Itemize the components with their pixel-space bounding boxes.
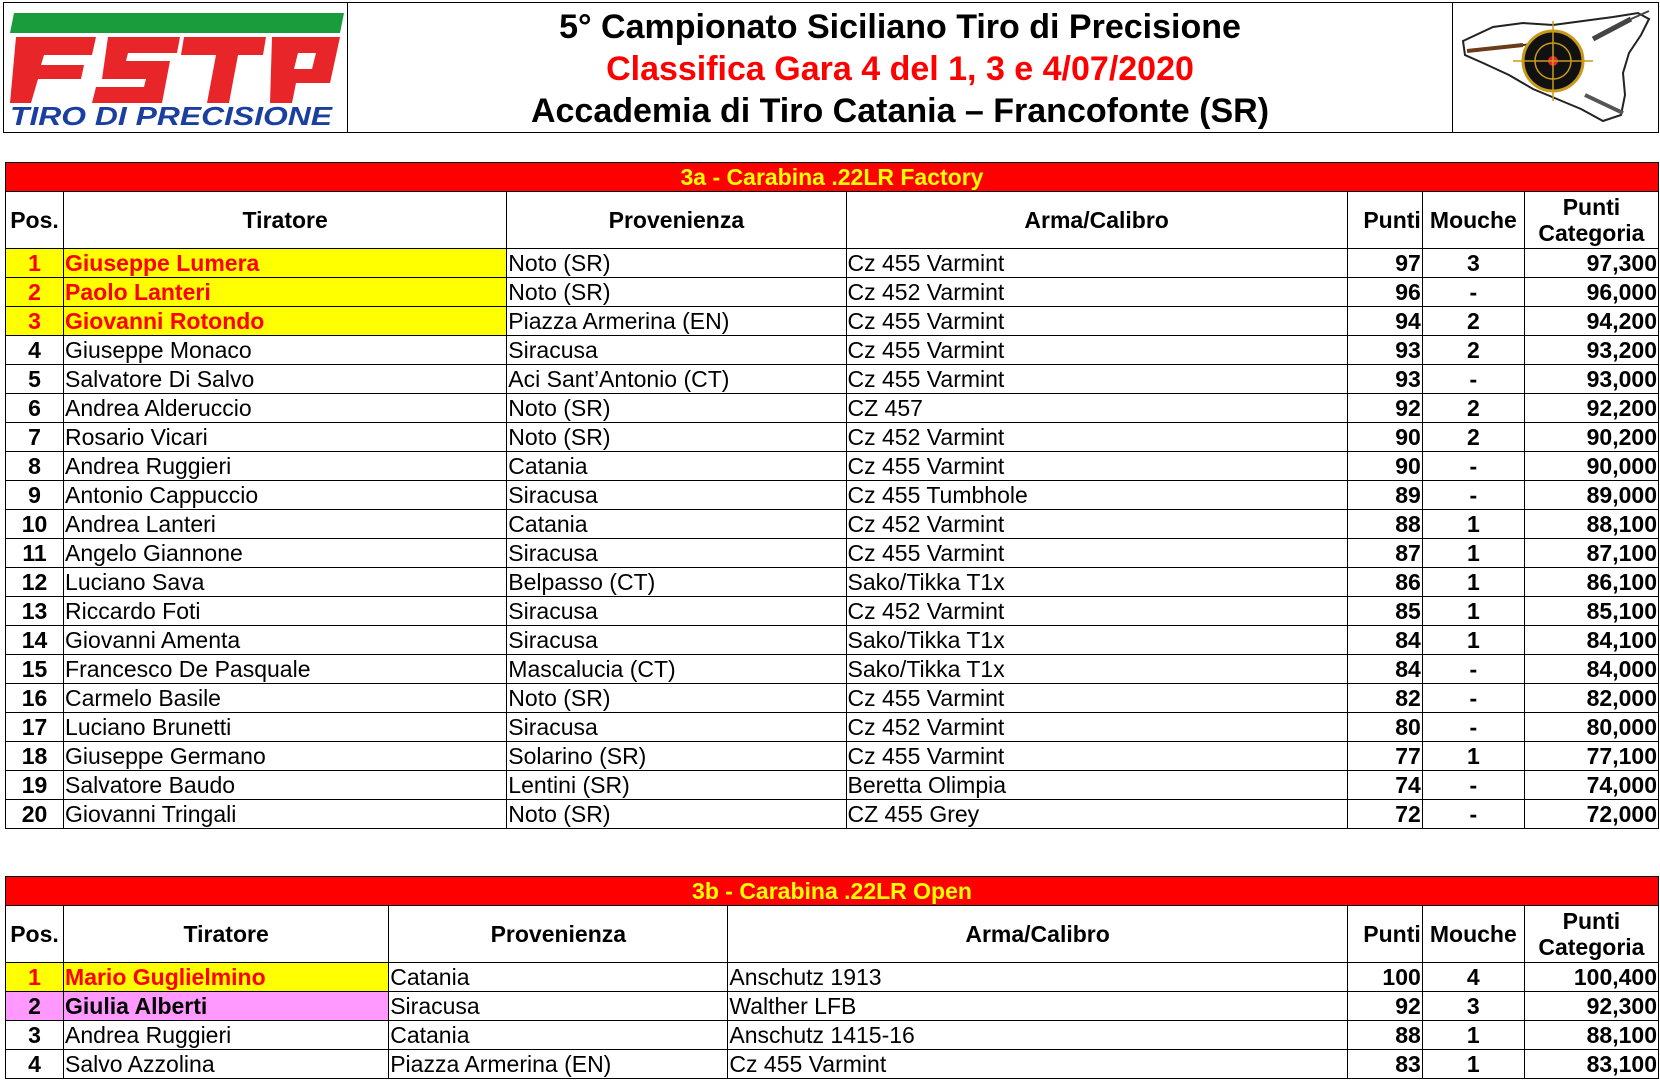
header-arma: Arma/Calibro: [728, 906, 1347, 963]
cell-arma: Anschutz 1415-16: [728, 1021, 1347, 1050]
table-row: [6, 249, 1659, 278]
cell-provenienza: Solarino (SR): [507, 742, 846, 771]
cell-punti: 92: [1347, 394, 1422, 423]
table-row: [6, 539, 1659, 568]
table-row: [6, 771, 1659, 800]
cell-pos: 13: [6, 597, 64, 626]
cell-punti: 85: [1347, 597, 1422, 626]
cell-punti-categoria: 88,100: [1524, 1021, 1658, 1050]
table-row: [6, 481, 1659, 510]
cell-mouche: 1: [1422, 1050, 1524, 1079]
cell-pos: 1: [6, 963, 64, 992]
header-pos: Pos.: [6, 906, 64, 963]
cell-tiratore: Giovanni Amenta: [64, 626, 507, 655]
table-header-row: [6, 906, 1659, 963]
table-row: [6, 307, 1659, 336]
championship-title: 5° Campionato Siciliano Tiro di Precisione: [559, 8, 1241, 46]
header-mouche: Mouche: [1422, 192, 1524, 249]
sicily-map-logo: [1452, 3, 1658, 132]
ranking-table-3b: [5, 876, 1659, 1079]
cell-mouche: 2: [1422, 394, 1524, 423]
category-title: 3b - Carabina .22LR Open: [6, 877, 1659, 906]
cell-arma: Walther LFB: [728, 992, 1347, 1021]
cell-punti: 93: [1347, 336, 1422, 365]
cell-arma: Cz 455 Varmint: [728, 1050, 1347, 1079]
cell-provenienza: Siracusa: [507, 481, 846, 510]
cell-provenienza: Lentini (SR): [507, 771, 846, 800]
cell-tiratore: Angelo Giannone: [64, 539, 507, 568]
cell-pos: 5: [6, 365, 64, 394]
table-body: [6, 249, 1659, 829]
cell-mouche: -: [1422, 365, 1524, 394]
table-row: [6, 1050, 1659, 1079]
cell-punti: 97: [1347, 249, 1422, 278]
cell-arma: Cz 455 Varmint: [846, 249, 1347, 278]
logo-bottom-text: TIRO DI PRECISIONE: [10, 101, 333, 131]
table-row: [6, 713, 1659, 742]
cell-pos: 1: [6, 249, 64, 278]
cell-arma: Sako/Tikka T1x: [846, 568, 1347, 597]
cell-provenienza: Siracusa: [507, 713, 846, 742]
table-row: [6, 336, 1659, 365]
cell-provenienza: Siracusa: [507, 597, 846, 626]
cell-pos: 10: [6, 510, 64, 539]
cell-pos: 7: [6, 423, 64, 452]
cell-mouche: 3: [1422, 992, 1524, 1021]
cell-punti: 86: [1347, 568, 1422, 597]
table-row: [6, 655, 1659, 684]
cell-mouche: -: [1422, 481, 1524, 510]
cell-tiratore: Andrea Ruggieri: [64, 452, 507, 481]
cell-arma: Cz 452 Varmint: [846, 713, 1347, 742]
cell-punti-categoria: 72,000: [1524, 800, 1658, 829]
cell-punti-categoria: 82,000: [1524, 684, 1658, 713]
cell-punti: 90: [1347, 423, 1422, 452]
ranking-subtitle: Classifica Gara 4 del 1, 3 e 4/07/2020: [606, 50, 1194, 88]
cell-arma: Cz 455 Varmint: [846, 365, 1347, 394]
rifle-icon: [1585, 95, 1623, 113]
table-body: [6, 963, 1659, 1079]
cell-provenienza: Catania: [507, 452, 846, 481]
cell-provenienza: Catania: [507, 510, 846, 539]
cell-pos: 6: [6, 394, 64, 423]
cell-tiratore: Andrea Ruggieri: [64, 1021, 389, 1050]
header-tiratore: Tiratore: [64, 192, 507, 249]
table-row: [6, 1021, 1659, 1050]
cell-punti: 88: [1347, 510, 1422, 539]
header-provenienza: Provenienza: [507, 192, 846, 249]
cell-provenienza: Catania: [389, 963, 728, 992]
cell-provenienza: Piazza Armerina (EN): [389, 1050, 728, 1079]
table-row: [6, 684, 1659, 713]
cell-pos: 8: [6, 452, 64, 481]
cell-arma: Sako/Tikka T1x: [846, 655, 1347, 684]
cell-provenienza: Mascalucia (CT): [507, 655, 846, 684]
cell-punti-categoria: 94,200: [1524, 307, 1658, 336]
cell-punti-categoria: 80,000: [1524, 713, 1658, 742]
cell-tiratore: Giuseppe Germano: [64, 742, 507, 771]
cell-pos: 4: [6, 1050, 64, 1079]
cell-arma: CZ 455 Grey: [846, 800, 1347, 829]
cell-tiratore: Rosario Vicari: [64, 423, 507, 452]
cell-provenienza: Belpasso (CT): [507, 568, 846, 597]
cell-pos: 14: [6, 626, 64, 655]
cell-punti: 84: [1347, 626, 1422, 655]
cell-punti-categoria: 100,400: [1524, 963, 1658, 992]
cell-provenienza: Noto (SR): [507, 249, 846, 278]
cell-provenienza: Noto (SR): [507, 423, 846, 452]
table-row: [6, 800, 1659, 829]
cell-pos: 11: [6, 539, 64, 568]
cell-punti-categoria: 93,200: [1524, 336, 1658, 365]
cell-tiratore: Andrea Alderuccio: [64, 394, 507, 423]
cell-tiratore: Riccardo Foti: [64, 597, 507, 626]
cell-punti-categoria: 87,100: [1524, 539, 1658, 568]
cell-tiratore: Giuseppe Monaco: [64, 336, 507, 365]
category-title: 3a - Carabina .22LR Factory: [6, 163, 1659, 192]
cell-pos: 4: [6, 336, 64, 365]
cell-punti: 89: [1347, 481, 1422, 510]
cell-pos: 12: [6, 568, 64, 597]
cell-provenienza: Piazza Armerina (EN): [507, 307, 846, 336]
cell-punti: 93: [1347, 365, 1422, 394]
cell-arma: Cz 452 Varmint: [846, 423, 1347, 452]
cell-arma: Cz 455 Tumbhole: [846, 481, 1347, 510]
cell-pos: 3: [6, 307, 64, 336]
cell-arma: Cz 452 Varmint: [846, 597, 1347, 626]
cell-mouche: 2: [1422, 336, 1524, 365]
cell-pos: 3: [6, 1021, 64, 1050]
cell-pos: 16: [6, 684, 64, 713]
cell-punti-categoria: 85,100: [1524, 597, 1658, 626]
cell-punti-categoria: 84,100: [1524, 626, 1658, 655]
table-row: [6, 423, 1659, 452]
cell-provenienza: Noto (SR): [507, 394, 846, 423]
page-header: [3, 2, 1659, 133]
cell-punti-categoria: 96,000: [1524, 278, 1658, 307]
cell-mouche: 1: [1422, 1021, 1524, 1050]
cell-tiratore: Antonio Cappuccio: [64, 481, 507, 510]
cell-provenienza: Siracusa: [507, 539, 846, 568]
table-row: [6, 963, 1659, 992]
cell-punti: 77: [1347, 742, 1422, 771]
cell-mouche: -: [1422, 800, 1524, 829]
cell-mouche: 1: [1422, 626, 1524, 655]
ranking-table-3a: [5, 162, 1659, 829]
header-punti-categoria: Punti Categoria: [1524, 192, 1658, 249]
cell-mouche: 1: [1422, 539, 1524, 568]
cell-punti: 83: [1347, 1050, 1422, 1079]
cell-arma: Cz 455 Varmint: [846, 336, 1347, 365]
cell-arma: Cz 455 Varmint: [846, 684, 1347, 713]
cell-tiratore: Andrea Lanteri: [64, 510, 507, 539]
cell-pos: 17: [6, 713, 64, 742]
table-row: [6, 394, 1659, 423]
cell-punti: 96: [1347, 278, 1422, 307]
cell-punti-categoria: 93,000: [1524, 365, 1658, 394]
header-arma: Arma/Calibro: [846, 192, 1347, 249]
cell-punti: 82: [1347, 684, 1422, 713]
cell-pos: 15: [6, 655, 64, 684]
cell-tiratore: Salvatore Di Salvo: [64, 365, 507, 394]
cell-punti: 74: [1347, 771, 1422, 800]
cell-punti-categoria: 77,100: [1524, 742, 1658, 771]
cell-punti-categoria: 83,100: [1524, 1050, 1658, 1079]
table-row: [6, 597, 1659, 626]
table-row: [6, 992, 1659, 1021]
cell-arma: Beretta Olimpia: [846, 771, 1347, 800]
sicily-map-icon: [1453, 3, 1658, 132]
cell-provenienza: Noto (SR): [507, 800, 846, 829]
cell-mouche: -: [1422, 684, 1524, 713]
cell-arma: Anschutz 1913: [728, 963, 1347, 992]
cell-tiratore: Carmelo Basile: [64, 684, 507, 713]
table-row: [6, 626, 1659, 655]
cell-punti-categoria: 90,200: [1524, 423, 1658, 452]
cell-arma: CZ 457: [846, 394, 1347, 423]
cell-tiratore: Luciano Sava: [64, 568, 507, 597]
title-block: [348, 3, 1452, 132]
table-row: [6, 365, 1659, 394]
cell-pos: 20: [6, 800, 64, 829]
table-row: [6, 568, 1659, 597]
cell-pos: 2: [6, 278, 64, 307]
cell-pos: 2: [6, 992, 64, 1021]
cell-punti: 84: [1347, 655, 1422, 684]
cell-punti: 80: [1347, 713, 1422, 742]
cell-tiratore: Salvatore Baudo: [64, 771, 507, 800]
header-pos: Pos.: [6, 192, 64, 249]
cell-punti-categoria: 92,300: [1524, 992, 1658, 1021]
cell-arma: Cz 455 Varmint: [846, 742, 1347, 771]
cell-punti: 94: [1347, 307, 1422, 336]
cell-punti: 88: [1347, 1021, 1422, 1050]
cell-provenienza: Noto (SR): [507, 684, 846, 713]
header-punti-categoria: Punti Categoria: [1524, 906, 1658, 963]
cell-punti-categoria: 92,200: [1524, 394, 1658, 423]
cell-punti-categoria: 97,300: [1524, 249, 1658, 278]
cell-mouche: 1: [1422, 742, 1524, 771]
cell-punti: 90: [1347, 452, 1422, 481]
cell-pos: 19: [6, 771, 64, 800]
cell-mouche: -: [1422, 655, 1524, 684]
cell-punti-categoria: 88,100: [1524, 510, 1658, 539]
cell-punti-categoria: 90,000: [1524, 452, 1658, 481]
cell-pos: 18: [6, 742, 64, 771]
cell-arma: Cz 452 Varmint: [846, 510, 1347, 539]
header-punti: Punti: [1347, 192, 1422, 249]
cell-tiratore: Mario Guglielmino: [64, 963, 389, 992]
cell-tiratore: Salvo Azzolina: [64, 1050, 389, 1079]
fstp-logo: [4, 3, 348, 132]
cell-tiratore: Giulia Alberti: [64, 992, 389, 1021]
cell-provenienza: Aci Sant’Antonio (CT): [507, 365, 846, 394]
cell-provenienza: Siracusa: [507, 336, 846, 365]
table-header-row: [6, 192, 1659, 249]
cell-mouche: -: [1422, 452, 1524, 481]
cell-arma: Cz 452 Varmint: [846, 278, 1347, 307]
table-row: [6, 742, 1659, 771]
cell-arma: Cz 455 Varmint: [846, 539, 1347, 568]
cell-mouche: -: [1422, 278, 1524, 307]
cell-punti-categoria: 84,000: [1524, 655, 1658, 684]
cell-mouche: 3: [1422, 249, 1524, 278]
cell-mouche: -: [1422, 771, 1524, 800]
cell-punti: 72: [1347, 800, 1422, 829]
cell-mouche: 1: [1422, 597, 1524, 626]
cell-punti-categoria: 89,000: [1524, 481, 1658, 510]
cell-mouche: 4: [1422, 963, 1524, 992]
cell-provenienza: Catania: [389, 1021, 728, 1050]
cell-provenienza: Siracusa: [507, 626, 846, 655]
table-row: [6, 278, 1659, 307]
header-mouche: Mouche: [1422, 906, 1524, 963]
cell-punti: 100: [1347, 963, 1422, 992]
cell-arma: Cz 455 Varmint: [846, 452, 1347, 481]
header-provenienza: Provenienza: [389, 906, 728, 963]
cell-provenienza: Siracusa: [389, 992, 728, 1021]
cell-mouche: 1: [1422, 568, 1524, 597]
cell-arma: Cz 455 Varmint: [846, 307, 1347, 336]
cell-punti-categoria: 74,000: [1524, 771, 1658, 800]
fstp-logo-graphic: [4, 3, 347, 132]
cell-mouche: 2: [1422, 423, 1524, 452]
cell-tiratore: Paolo Lanteri: [64, 278, 507, 307]
cell-mouche: -: [1422, 713, 1524, 742]
table-row: [6, 510, 1659, 539]
cell-tiratore: Giovanni Rotondo: [64, 307, 507, 336]
cell-punti: 87: [1347, 539, 1422, 568]
table-row: [6, 452, 1659, 481]
cell-punti-categoria: 86,100: [1524, 568, 1658, 597]
cell-pos: 9: [6, 481, 64, 510]
cell-mouche: 1: [1422, 510, 1524, 539]
cell-tiratore: Francesco De Pasquale: [64, 655, 507, 684]
cell-arma: Sako/Tikka T1x: [846, 626, 1347, 655]
crosshair-target-icon: [1513, 21, 1593, 101]
cell-mouche: 2: [1422, 307, 1524, 336]
venue-title: Accademia di Tiro Catania – Francofonte (SR): [530, 92, 1270, 130]
header-punti: Punti: [1347, 906, 1422, 963]
cell-tiratore: Giovanni Tringali: [64, 800, 507, 829]
cell-tiratore: Luciano Brunetti: [64, 713, 507, 742]
header-tiratore: Tiratore: [64, 906, 389, 963]
cell-provenienza: Noto (SR): [507, 278, 846, 307]
cell-punti: 92: [1347, 992, 1422, 1021]
cell-tiratore: Giuseppe Lumera: [64, 249, 507, 278]
